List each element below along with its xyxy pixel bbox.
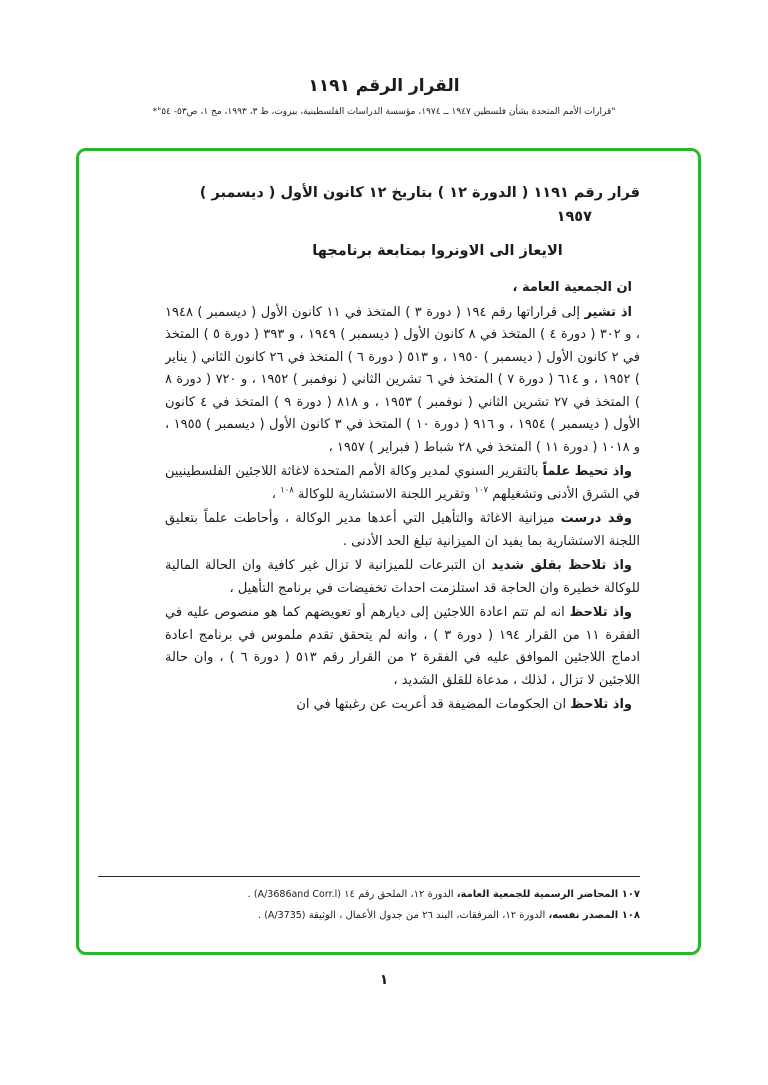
- emphasis-text: اذ تشير: [584, 304, 632, 320]
- page-number: ١: [379, 972, 389, 988]
- text-run: .: [247, 889, 254, 900]
- footnotes-section: [98, 876, 640, 926]
- emphasis-text: واذ تلاحظ: [569, 605, 632, 620]
- document-body: [165, 277, 640, 869]
- emphasis-text: واذ تلاحظ: [570, 697, 632, 712]
- paragraph: [165, 461, 640, 506]
- emphasis-text: وقد درست: [560, 511, 632, 526]
- footnote-separator: [98, 876, 640, 877]
- emphasis-text: واذ تحيط علماً: [542, 464, 632, 479]
- document-symbol: (A/3735): [264, 910, 306, 921]
- text-run: ،: [271, 486, 281, 502]
- resolution-heading-line1: قرار رقم ١١٩١ ( الدورة ١٢ ) بتاريخ ١٢ كانون الأول ( ديسمبر ): [199, 185, 640, 201]
- text-run: ان الحكومات المضيفة قد أعربت عن رغبتها في ان: [296, 697, 571, 712]
- text-run: الدورة ١٢، المرفقات، البند ٢٦ من جدول الأعمال ، الوثيقة: [305, 910, 549, 921]
- footnote-number: ١٠٨: [618, 910, 640, 921]
- paragraph: [165, 277, 640, 300]
- resolution-heading-year: ١٩٥٧: [556, 209, 592, 225]
- footnote-list: [98, 884, 640, 926]
- footnote: [98, 884, 640, 905]
- paragraph: [165, 694, 640, 717]
- paragraph: [165, 302, 640, 460]
- footnote-ref: ١٠٧: [474, 485, 489, 496]
- page-header: [0, 76, 768, 117]
- text-run: ميزانية الاغاثة والتأهيل التي أعدها مدير الوكالة ، وأحاطت علماً بتعليق اللجنة الاستشارية بما يفيد ان الميزانية تبلغ الحد الأدنى .: [165, 511, 640, 549]
- paragraph: [165, 508, 640, 553]
- resolution-heading: [165, 181, 640, 229]
- emphasis-text: المصدر نفسه،: [548, 910, 619, 921]
- paragraph: [165, 602, 640, 692]
- footnote-ref: ١٠٨: [280, 485, 294, 496]
- text-run: إلى قراراتها رقم ١٩٤ ( دورة ٣ ) المتخذ في ١١ كانون الأول ( ديسمبر ) ١٩٤٨ ، و ٣٠٢ ( دورة ٤ ) المتخذ في ٨ كانون الأول ( ديسمبر ) ١٩٤٩ ، و ٣٩٣ ( دورة ٥ ) المتخذ في ٢ كانون الأول ( ديسمبر ) ١٩٥٠ ، و ٥١٣ ( دورة ٦ ) المتخذ في ٢٦ كانون الثاني ( يناير ) ١٩٥٢ ، و ٦١٤ ( دورة ٧ ) المتخذ في ٦ تشرين الثاني ( نوفمبر ) ١٩٥٢ ، و ٧٢٠ ( دورة ٨ ) المتخذ في ٢٧ تشرين الثاني ( نوفمبر ) ١٩٥٣ ، و ٨١٨ ( دورة ٩ ) المتخذ في ٤ كانون الأول ( ديسمبر ) ١٩٥٤ ، و ٩١٦ ( دورة ١٠ ) المتخذ في ٣ كانون الأول ( ديسمبر ) ١٩٥٥ ، و ١٠١٨ ( دورة ١١ ) المتخذ في ٢٨ شباط ( فبراير ) ١٩٥٧ ،: [165, 304, 640, 455]
- footnote: [98, 905, 640, 926]
- footnote-number: ١٠٧: [618, 889, 640, 900]
- paragraph: [165, 555, 640, 600]
- text-run: .: [257, 910, 265, 921]
- source-citation: "قرارات الأمم المتحدة بشأن فلسطين ١٩٤٧ ــ ١٩٧٤، مؤسسة الدراسات الفلسطينية، بيروت، ط ٣، ١٩٩٣، مج ١، ص٥٣- ٥٤"*: [152, 107, 616, 117]
- text-run: ان التبرعات للميزانية لا تزال غير كافية وان الحالة المالية للوكالة خطيرة وان الحاجة قد استلزمت احداث تخفيضات في برنامج التأهيل ،: [165, 558, 640, 596]
- document-frame: [76, 148, 701, 955]
- text-run: وتقرير اللجنة الاستشارية للوكالة: [293, 486, 475, 502]
- emphasis-text: ان الجمعية العامة ،: [512, 280, 632, 295]
- text-run: بالتقرير السنوي لمدير وكالة الأمم المتحدة لاغاثة اللاجئين الفلسطينيين في الشرق الأدنى وتشغيلهم: [165, 464, 640, 502]
- text-run: انه لم تتم اعادة اللاجئين إلى ديارهم أو تعويضهم كما هو منصوص عليه في الفقرة ١١ من القرار ١٩٤ ( دورة ٣ ) ، وانه لم يتحقق تقدم ملموس في برنامج اعادة ادماج اللاجئين الموافق عليه في الفقرة ٢ من القرار رقم ٥١٣ ( دورة ٦ ) ، وان حالة اللاجئين لا تزال ، لذلك ، مدعاة للقلق الشديد ،: [165, 605, 640, 688]
- text-run: الدورة ١٢، الملحق رقم ١٤: [340, 889, 457, 900]
- document-symbol: (A/3686and Corr.l): [253, 889, 341, 900]
- emphasis-text: واذ تلاحظ بقلق شديد: [491, 558, 632, 573]
- emphasis-text: المحاضر الرسمية للجمعية العامة،: [456, 889, 619, 900]
- resolution-subtitle: الايعاز الى الاونروا بمتابعة برنامجها: [312, 243, 563, 259]
- page-title: القرار الرقم ١١٩١: [308, 76, 460, 96]
